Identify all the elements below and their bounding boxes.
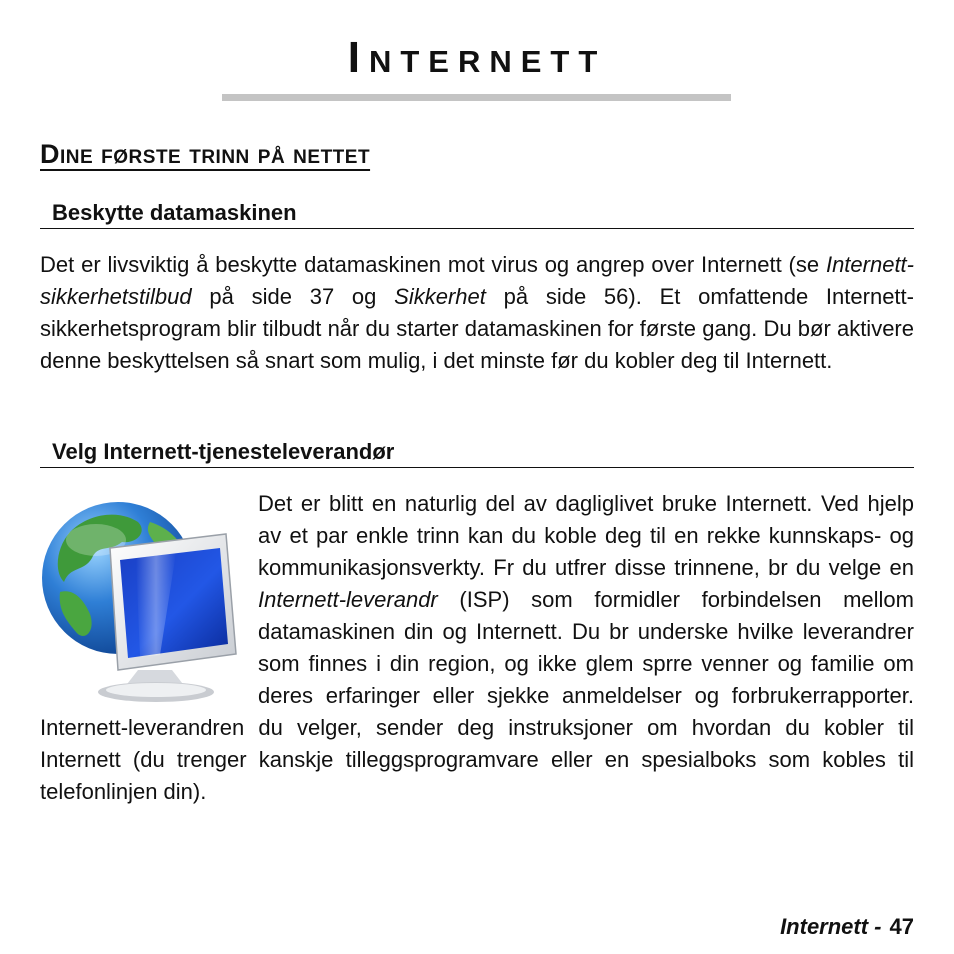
isp-ref-provider: Internett-leverandr [258, 587, 438, 612]
protect-paragraph [40, 249, 914, 377]
isp-text-1: Det er blitt en naturlig del av dagliglivet bruke Internett. Ved hjelp av et par enkle trinn kan du koble deg til en rekke kunnskaps- og kommunikasjonsverkty. Fr du utfrer disse trinnene, br du velge en [258, 491, 914, 580]
title-rule [222, 94, 731, 101]
protect-heading: Beskytte datamaskinen [40, 198, 914, 229]
page-number: 47 [889, 914, 914, 939]
isp-paragraph [40, 488, 914, 808]
protect-text-1: Det er livsviktig å beskytte datamaskinen mot virus og angrep over Internett (se [40, 252, 826, 277]
isp-heading: Velg Internett-tjenesteleverandør [40, 437, 914, 468]
page-footer [780, 914, 914, 940]
protect-ref-security: Sikkerhet [394, 284, 486, 309]
protect-text-3: på side 56). Et omfattende Internett-sikkerhetsprogram blir tilbudt når du starter datamaskinen for første gang. Du bør aktivere denne beskyttelsen så snart som mulig, i det minste før du kobler deg til Internett. [40, 284, 914, 373]
protect-ref-security-offer: Internett-sikkerhetstilbud [40, 252, 914, 309]
chapter-title: Internett [347, 33, 607, 82]
section-title: Dine første trinn på nettet [40, 139, 371, 169]
isp-text-2: (ISP) som formidler forbindelsen mellom datamaskinen din og Internett. Du br underske hvilke leverandrer som finnes i din region, og ikke glem sprre venner og familie om deres erfaringer eller sjekke anmeldelser og forbrukerrapporter. Internett-leverandren du velger, sender deg instruksjoner om hvordan du kobler til Internett (du trenger kanskje tilleggsprogramvare eller en spesialboks som kobles til telefonlinjen din). [40, 587, 914, 804]
footer-label: Internett - [780, 914, 882, 939]
globe-monitor-icon [40, 492, 244, 706]
protect-text-2: på side 37 og [191, 284, 395, 309]
